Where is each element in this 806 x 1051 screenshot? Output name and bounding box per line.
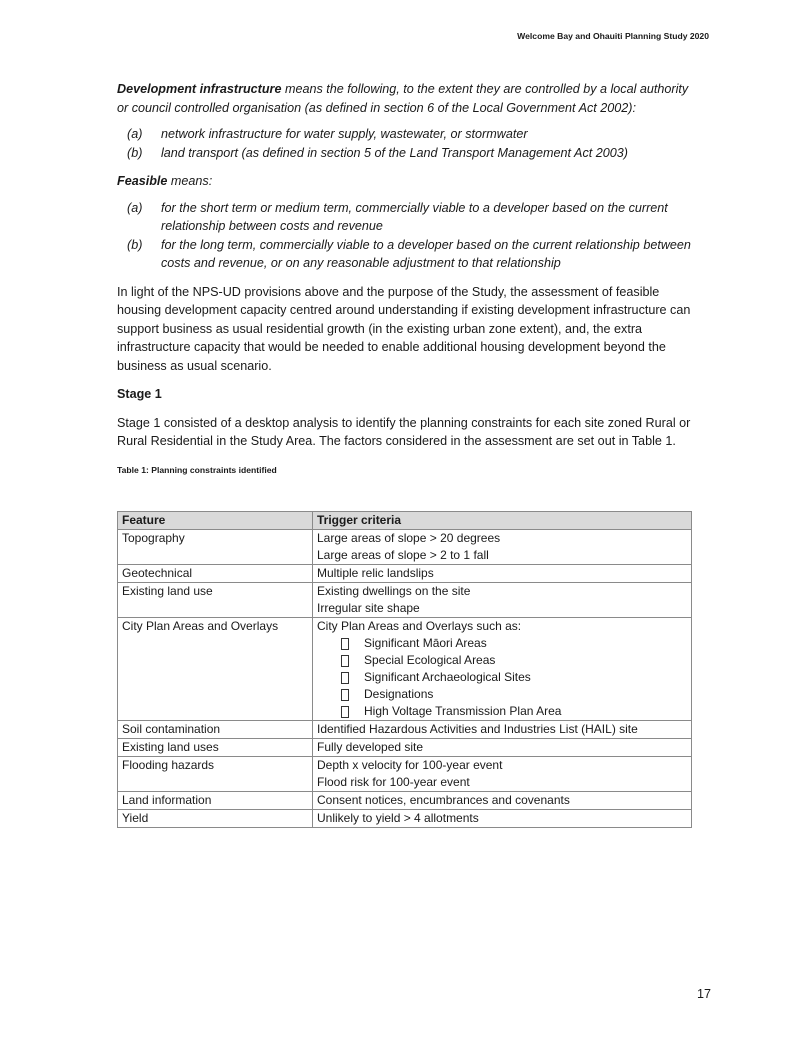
- paragraph: Stage 1 consisted of a desktop analysis to identify the planning constraints for each site zoned Rural or Rural Residential in the Study Area. The factors considered in the assessment are set out in Table 1.: [117, 415, 691, 448]
- table-cell-criteria: Identified Hazardous Activities and Industries List (HAIL) site: [313, 721, 692, 739]
- definition-list: [117, 125, 697, 162]
- list-item: (a) network infrastructure for water supply, wastewater, or stormwater: [127, 127, 528, 141]
- table-cell-feature: Land information: [118, 792, 313, 810]
- bullet-box-icon: [341, 672, 349, 684]
- table-row: [118, 792, 692, 810]
- table-cell-feature: Soil contamination: [118, 721, 313, 739]
- bullet-box-icon: [341, 706, 349, 718]
- bullet-box-icon: [341, 638, 349, 650]
- body-content: [117, 80, 697, 489]
- table-row: [118, 530, 692, 565]
- table-header-row: [118, 512, 692, 530]
- bullet-item: Designations: [317, 686, 687, 703]
- table-cell-feature: City Plan Areas and Overlays: [118, 618, 313, 721]
- table-row: [118, 618, 692, 721]
- table-cell-feature: Geotechnical: [118, 565, 313, 583]
- table-cell-feature: Topography: [118, 530, 313, 565]
- page-number: 17: [696, 987, 711, 1001]
- bullet-item: Significant Archaeological Sites: [317, 669, 687, 686]
- table-cell-criteria: Depth x velocity for 100-year event Flood risk for 100-year event: [313, 757, 692, 792]
- constraints-table: [117, 511, 692, 828]
- table-row: [118, 583, 692, 618]
- list-item: (b) for the long term, commercially viable to a developer based on the current relationship between costs and revenue, or on any reasonable adjustment to that relationship: [127, 237, 691, 270]
- table-cell-criteria: Existing dwellings on the site Irregular site shape: [313, 583, 692, 618]
- definition-text: means the following, to the extent they are controlled by a local authority or council controlled organisation (as defined in section 6 of the Local Government Act 2002):: [117, 82, 689, 115]
- bullet-item: High Voltage Transmission Plan Area: [317, 703, 687, 720]
- page-header: Welcome Bay and Ohauiti Planning Study 2020: [517, 31, 709, 41]
- definition-development-infrastructure: [117, 80, 697, 117]
- table-cell-criteria: Unlikely to yield > 4 allotments: [313, 810, 692, 828]
- bullet-box-icon: [341, 655, 349, 667]
- section-heading: Stage 1: [117, 387, 162, 401]
- bullet-box-icon: [341, 689, 349, 701]
- definition-list: [117, 199, 697, 273]
- table-row: [118, 721, 692, 739]
- bullet-item: Special Ecological Areas: [317, 652, 687, 669]
- table-cell-criteria: City Plan Areas and Overlays such as: Significant Māori Areas Special Ecological Areas Significant Archaeological Sites Designations High Voltage Transmission Plan Area: [313, 618, 692, 721]
- column-header: Trigger criteria: [313, 512, 692, 530]
- table-cell-criteria: Consent notices, encumbrances and covenants: [313, 792, 692, 810]
- table-row: [118, 757, 692, 792]
- definition-feasible: [117, 172, 697, 191]
- table-cell-criteria: Large areas of slope > 20 degrees Large areas of slope > 2 to 1 fall: [313, 530, 692, 565]
- table-cell-criteria: Fully developed site: [313, 739, 692, 757]
- table-caption: Table 1: Planning constraints identified: [117, 464, 277, 475]
- table-cell-feature: Existing land uses: [118, 739, 313, 757]
- table-cell-criteria: Multiple relic landslips: [313, 565, 692, 583]
- list-item: (a) for the short term or medium term, commercially viable to a developer based on the current relationship between costs and revenue: [127, 200, 668, 233]
- table-cell-feature: Flooding hazards: [118, 757, 313, 792]
- definition-term: Development infrastructure: [117, 82, 282, 96]
- table-row: [118, 810, 692, 828]
- definition-term: Feasible: [117, 174, 168, 188]
- table-cell-feature: Yield: [118, 810, 313, 828]
- list-item: (b) land transport (as defined in section 5 of the Land Transport Management Act 2003): [127, 145, 628, 160]
- table-row: [118, 565, 692, 583]
- column-header: Feature: [118, 512, 313, 530]
- paragraph: In light of the NPS-UD provisions above and the purpose of the Study, the assessment of feasible housing development capacity centred around understanding if existing development infrastructure can support business as usual residential growth (in the existing urban zone extent), and, the extra infrastructure capacity that would be needed to enable additional housing development beyond the business as usual scenario.: [117, 284, 691, 373]
- bullet-item: Significant Māori Areas: [317, 635, 687, 652]
- table-row: [118, 739, 692, 757]
- table-cell-feature: Existing land use: [118, 583, 313, 618]
- definition-text: means:: [167, 174, 213, 188]
